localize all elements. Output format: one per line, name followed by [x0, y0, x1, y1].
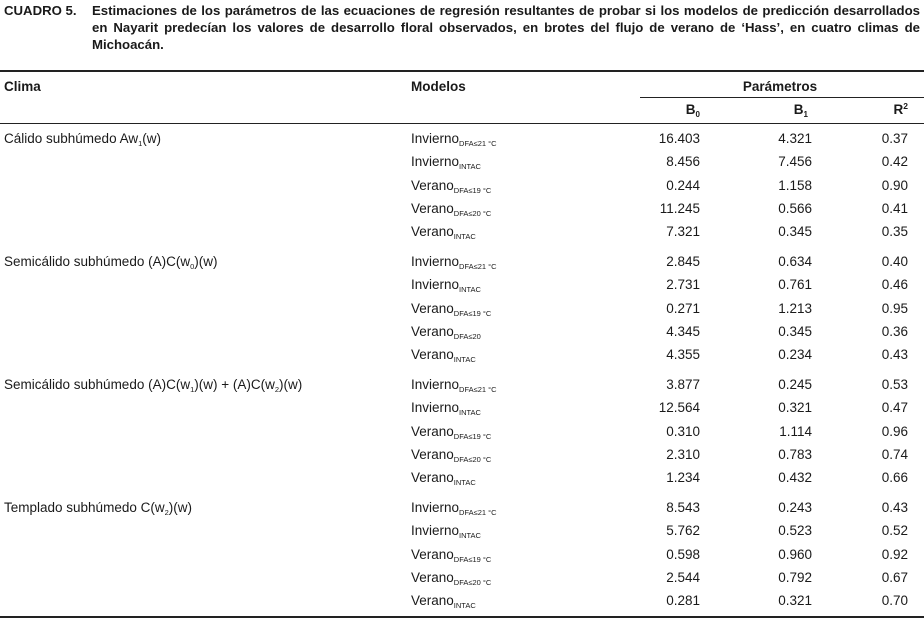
r2-value: 0.70: [881, 593, 908, 608]
b0-value: 7.321: [666, 224, 700, 239]
b1-value: 0.345: [778, 323, 812, 339]
top-rule: [0, 70, 924, 72]
model-label: Verano: [411, 546, 454, 562]
r2-value: 0.96: [881, 423, 908, 439]
b1-value: 4.321: [778, 131, 812, 146]
b1-value: 0.792: [778, 569, 812, 585]
model-label: Invierno: [411, 154, 460, 170]
clima-label: [4, 500, 192, 516]
model-subscript: DFA≤19 °C: [453, 308, 492, 318]
header-modelos: Modelos: [411, 79, 466, 94]
b0-value: 3.877: [666, 377, 700, 392]
parametros-rule: [640, 97, 924, 98]
caption-text: Estimaciones de los parámetros de las ecuaciones de regresión resultantes de probar si los modelos de predicción desarrollados en Nayarit predecían los valores de desarrollo floral observados, en brotes del flujo de verano de ‘Hass’, en cuatro climas de Michoacán.: [92, 3, 920, 52]
model-label: Verano: [411, 423, 454, 439]
b0-value: 8.456: [666, 154, 700, 170]
model-label: Verano: [411, 593, 454, 608]
model-subscript: DFA≤20 °C: [453, 208, 492, 218]
model-subscript: DFA≤21 °C: [459, 508, 497, 517]
header-r2: $R^2$: [893, 101, 908, 117]
caption-label: CUADRO 5.: [4, 3, 77, 18]
model-label: Verano: [411, 347, 454, 362]
r2-value: 0.95: [881, 300, 908, 316]
b0-value: 2.310: [666, 446, 700, 462]
model-subscript: DFA≤19 °C: [453, 185, 492, 195]
b0-value: 0.598: [666, 546, 700, 562]
b0-value: 4.345: [666, 323, 700, 339]
b1-value: 0.243: [778, 500, 812, 515]
r2-value: 0.36: [881, 323, 908, 339]
model-name: [411, 570, 491, 586]
clima-text-tail: (w): [142, 131, 162, 146]
b1-value: 0.783: [778, 446, 812, 462]
table-caption: [4, 2, 920, 53]
bottom-rule: [0, 616, 924, 618]
b0-value: 5.762: [666, 523, 700, 539]
model-subscript: DFA≤21 °C: [459, 139, 497, 148]
clima-text: Cálido subhúmedo Aw: [4, 131, 139, 146]
model-subscript: INTAC: [459, 285, 481, 295]
header-rule: [0, 123, 924, 124]
r2-value: 0.37: [881, 131, 908, 146]
clima-text: Semicálido subhúmedo (A)C(w: [4, 254, 191, 269]
r2-value: 0.42: [881, 154, 908, 170]
clima-label: [4, 131, 161, 147]
model-name: [411, 424, 491, 440]
model-label: Verano: [411, 446, 454, 462]
model-label: Invierno: [411, 254, 460, 269]
model-name: [411, 201, 491, 217]
b1-value: 0.321: [778, 400, 812, 416]
r2-value: 0.40: [881, 254, 908, 269]
model-label: Invierno: [411, 377, 460, 392]
model-name: [411, 547, 491, 563]
clima-label: [4, 254, 218, 270]
model-name: [411, 301, 491, 317]
model-name: [411, 178, 491, 194]
b0-value: 0.281: [666, 593, 700, 608]
b0-value: 0.310: [666, 423, 700, 439]
model-name: [411, 377, 497, 393]
r2-value: 0.74: [881, 446, 908, 462]
model-subscript: INTAC: [453, 355, 476, 364]
b0-value: 1.234: [666, 470, 700, 485]
model-subscript: INTAC: [459, 531, 481, 541]
header-clima: Clima: [4, 79, 41, 94]
clima-subscript: 1: [138, 139, 143, 148]
b1-value: 0.523: [778, 523, 812, 539]
model-label: Verano: [411, 470, 454, 485]
b0-value: 2.544: [666, 569, 700, 585]
model-subscript: DFA≤19 °C: [453, 554, 492, 564]
b1-value: 0.345: [778, 224, 812, 239]
clima-text-tail: )(w): [279, 377, 303, 392]
model-name: [411, 224, 476, 240]
model-subscript: INTAC: [453, 232, 476, 241]
r2-value: 0.53: [881, 377, 908, 392]
model-label: Verano: [411, 569, 454, 585]
clima-text: Templado subhúmedo C(w: [4, 500, 165, 515]
r2-value: 0.90: [881, 177, 908, 193]
b0-value: 16.403: [658, 131, 700, 146]
model-name: [411, 347, 476, 363]
header-parametros: Parámetros: [742, 79, 818, 94]
b1-value: 7.456: [778, 154, 812, 170]
model-label: Invierno: [411, 400, 460, 416]
model-name: [411, 500, 497, 516]
model-subscript: INTAC: [459, 408, 481, 418]
r2-value: 0.41: [881, 200, 908, 216]
b1-value: 0.960: [778, 546, 812, 562]
model-subscript: DFA≤20 °C: [453, 454, 492, 464]
clima-subscript: 0: [190, 262, 195, 271]
model-subscript: INTAC: [453, 478, 476, 487]
model-label: Invierno: [411, 277, 460, 293]
b1-value: 0.234: [778, 347, 812, 362]
b0-value: 11.245: [659, 200, 700, 216]
model-name: [411, 131, 497, 147]
r2-value: 0.92: [881, 546, 908, 562]
model-subscript: INTAC: [453, 601, 476, 610]
model-name: [411, 447, 491, 463]
model-subscript: DFA≤21 °C: [459, 385, 497, 394]
header-b1: $B_1$: [793, 102, 808, 119]
model-name: [411, 154, 481, 170]
clima-subscript: 2: [274, 385, 280, 394]
model-subscript: DFA≤21 °C: [459, 262, 497, 271]
model-name: [411, 470, 476, 486]
clima-subscript: 2: [164, 508, 169, 517]
model-label: Invierno: [411, 131, 460, 146]
clima-label: [4, 377, 302, 393]
model-name: [411, 400, 481, 416]
b1-value: 0.245: [778, 377, 812, 392]
r2-value: 0.66: [881, 470, 908, 485]
model-label: Verano: [411, 300, 454, 316]
b1-value: 1.213: [778, 300, 812, 316]
b1-value: 1.114: [779, 423, 812, 439]
model-label: Verano: [411, 177, 454, 193]
r2-value: 0.43: [881, 347, 908, 362]
model-label: Invierno: [411, 500, 460, 515]
model-subscript: DFA≤19 °C: [453, 431, 492, 441]
clima-subscript: 1: [190, 385, 195, 394]
b0-value: 2.845: [666, 254, 700, 269]
model-label: Verano: [411, 323, 454, 339]
clima-text-tail: )(w): [194, 254, 218, 269]
clima-text-tail: )(w) + (A)C(w: [194, 377, 275, 392]
b1-value: 0.321: [778, 593, 812, 608]
model-label: Invierno: [411, 523, 460, 539]
model-name: [411, 523, 481, 539]
b1-value: 0.761: [778, 277, 812, 293]
b0-value: 8.543: [666, 500, 700, 515]
b0-value: 12.564: [658, 400, 700, 416]
model-subscript: INTAC: [459, 162, 481, 172]
r2-value: 0.35: [881, 224, 908, 239]
b0-value: 4.355: [666, 347, 700, 362]
clima-text: Semicálido subhúmedo (A)C(w: [4, 377, 191, 392]
model-name: [411, 277, 481, 293]
r2-value: 0.46: [881, 277, 908, 293]
b1-value: 0.566: [778, 200, 812, 216]
r2-value: 0.43: [881, 500, 908, 515]
model-name: [411, 254, 497, 270]
r2-value: 0.52: [881, 523, 908, 539]
b0-value: 0.244: [666, 177, 700, 193]
b1-value: 0.432: [778, 470, 812, 485]
r2-value: 0.67: [881, 569, 908, 585]
model-name: [411, 593, 476, 609]
b1-value: 1.158: [778, 177, 812, 193]
header-b0: $B_0$: [685, 102, 700, 119]
model-label: Verano: [411, 200, 454, 216]
model-subscript: DFA≤20: [453, 331, 481, 341]
b0-value: 0.271: [666, 300, 700, 316]
b1-value: 0.634: [778, 254, 812, 269]
clima-text-tail: )(w): [168, 500, 193, 515]
model-label: Verano: [411, 224, 454, 239]
b0-value: 2.731: [666, 277, 700, 293]
model-subscript: DFA≤20 °C: [453, 577, 492, 587]
r2-value: 0.47: [881, 400, 908, 416]
model-name: [411, 324, 481, 340]
